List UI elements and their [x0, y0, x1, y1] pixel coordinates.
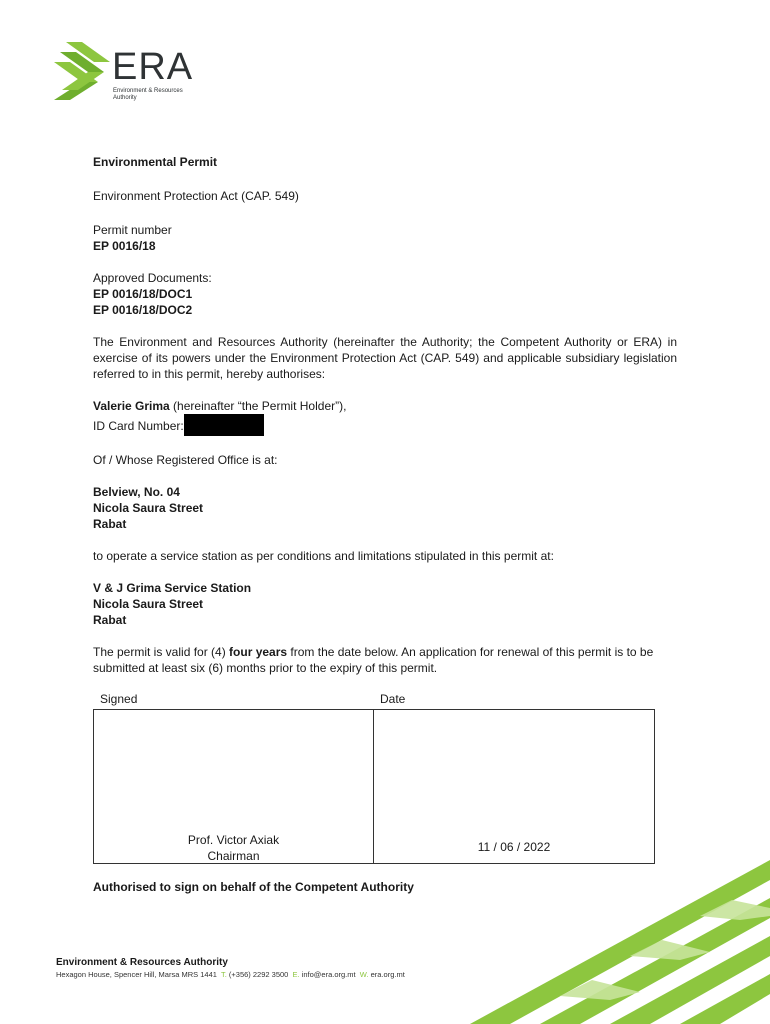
- operate-text: to operate a service station as per conditions and limitations stipulated in this permit at:: [93, 549, 554, 563]
- signed-label: Signed: [100, 692, 138, 706]
- validity-paragraph: [93, 644, 677, 676]
- footer-phone: (+356) 2292 3500: [228, 970, 289, 979]
- site-address-line-3: Rabat: [93, 613, 127, 627]
- approved-doc-2: EP 0016/18/DOC2: [93, 303, 193, 317]
- approved-docs-label: Approved Documents:: [93, 271, 212, 285]
- footer-email: info@era.org.mt: [301, 970, 356, 979]
- footer-title: Environment & Resources Authority: [56, 957, 228, 968]
- footer-t-label: T.: [220, 970, 227, 979]
- id-card-label: ID Card Number:: [93, 419, 184, 433]
- permit-number: EP 0016/18: [93, 239, 156, 253]
- footer-web: era.org.mt: [370, 970, 405, 979]
- signature-table: [93, 709, 655, 864]
- signer-name: Prof. Victor Axiak: [187, 833, 280, 847]
- signature-labels: [93, 692, 655, 708]
- validity-text-end: from the date below. An application for renewal of this permit is to be submitted at least six (6) months prior to the expiry of this permit.: [93, 645, 654, 675]
- date-label: Date: [380, 692, 406, 706]
- signer-block: [94, 832, 373, 864]
- logo-subtitle: Environment & Resources Authority: [113, 88, 183, 101]
- site-address-line-1: V & J Grima Service Station: [93, 581, 252, 595]
- signature-date: 11 / 06 / 2022: [477, 840, 551, 854]
- era-logo: [52, 38, 202, 108]
- signer-title: Chairman: [207, 849, 260, 863]
- footer-w-label: W.: [359, 970, 369, 979]
- id-card-line: [93, 414, 677, 436]
- footer-address: Hexagon House, Spencer Hill, Marsa MRS 1441: [56, 970, 217, 979]
- logo-wordmark: ERA: [112, 46, 194, 88]
- document-title: Environmental Permit: [93, 155, 218, 169]
- act-reference: Environment Protection Act (CAP. 549): [93, 189, 299, 203]
- office-address-line-3: Rabat: [93, 517, 127, 531]
- footer-e-label: E.: [292, 970, 300, 979]
- authorised-statement: Authorised to sign on behalf of the Competent Authority: [93, 880, 414, 894]
- holder-name: Valerie Grima: [93, 399, 170, 413]
- permit-body: [93, 154, 677, 676]
- validity-duration: four years: [229, 645, 288, 659]
- redaction-box: [184, 414, 264, 436]
- footer-contact: [56, 970, 405, 979]
- validity-text-start: The permit is valid for (4): [93, 645, 230, 659]
- approved-doc-1: EP 0016/18/DOC1: [93, 287, 193, 301]
- corner-stripes-decoration: [470, 860, 770, 1024]
- intro-paragraph: The Environment and Resources Authority (hereinafter the Authority; the Competent Authority or ERA) in exercise of its powers under the Environment Protection Act (CAP. 549) and applicable subsidiary legislation referred to in this permit, hereby authorises:: [93, 335, 677, 381]
- office-address-line-1: Belview, No. 04: [93, 485, 180, 499]
- footer: [56, 957, 405, 979]
- permit-holder-line: [93, 398, 677, 414]
- site-address-line-2: Nicola Saura Street: [93, 597, 204, 611]
- holder-suffix: (hereinafter “the Permit Holder”),: [169, 399, 347, 413]
- office-label: Of / Whose Registered Office is at:: [93, 453, 278, 467]
- permit-number-label: Permit number: [93, 223, 172, 237]
- office-address-line-2: Nicola Saura Street: [93, 501, 204, 515]
